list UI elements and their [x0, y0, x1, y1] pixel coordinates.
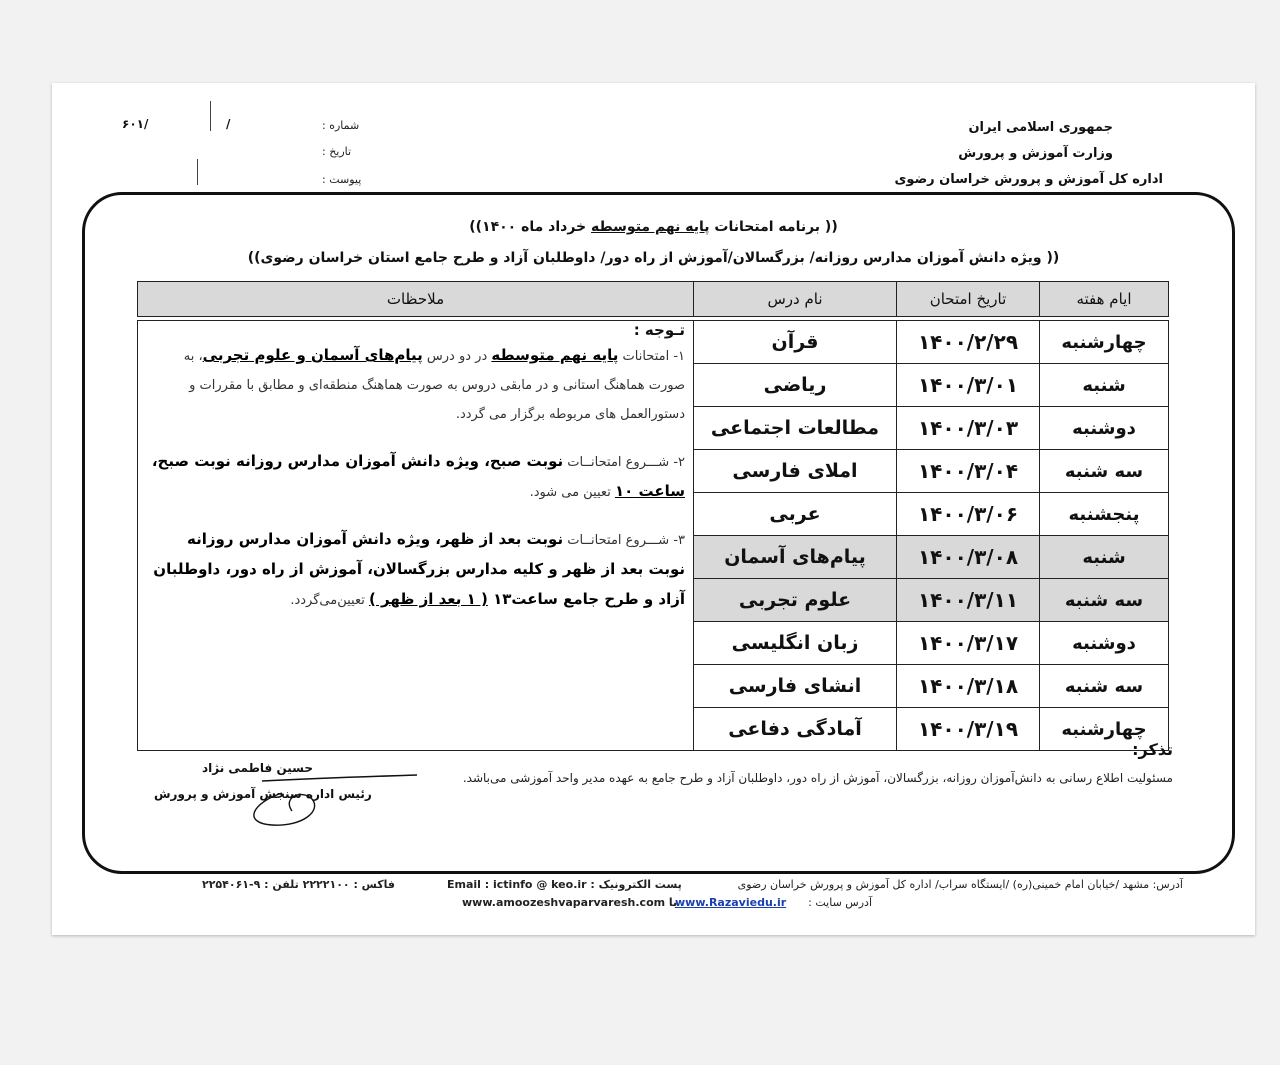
exam-schedule-table	[137, 281, 1169, 751]
weekday-cell: سه شنبه	[1040, 450, 1169, 493]
subject-cell: ریاضی	[694, 364, 897, 407]
divider-line	[210, 101, 211, 131]
reminder-title: تذکر:	[1132, 740, 1173, 759]
number-label: شماره :	[322, 119, 360, 132]
date-cell: ۱۴۰۰/۳/۱۱	[897, 579, 1040, 622]
ministry-name: وزارت آموزش و پرورش	[958, 146, 1113, 161]
note-3: ۳- شـــروع امتحانــات نوبت بعد از ظهر، ویژه دانش آموزان مدارس روزانه نوبت بعد از ظهر و کلیه مدارس بزرگسالان، آموزش از راه دور، داوطلبان آزاد و طرح جامع ساعت۱۳ ( ۱ بعد از ظهر ) تعیین‌می‌گردد.	[153, 530, 685, 608]
notes-cell	[138, 321, 694, 751]
signature-scribble	[152, 763, 422, 833]
header-weekday: ایام هفته	[1040, 282, 1169, 317]
table-header-row	[138, 282, 1169, 317]
weekday-cell: چهارشنبه	[1040, 321, 1169, 364]
date-cell: ۱۴۰۰/۳/۰۳	[897, 407, 1040, 450]
subject-cell: آمادگی دفاعی	[694, 708, 897, 751]
table-row	[138, 321, 1169, 364]
note-2: ۲- شـــروع امتحانــات نوبت صبح، ویژه دانش آموزان مدارس روزانه نوبت صبح، ساعت ۱۰ تعیین می شود.	[151, 452, 685, 500]
subject-cell: پیام‌های آسمان	[694, 536, 897, 579]
date-cell: ۱۴۰۰/۳/۰۴	[897, 450, 1040, 493]
date-cell: ۱۴۰۰/۳/۰۱	[897, 364, 1040, 407]
weekday-cell: پنجشنبه	[1040, 493, 1169, 536]
signer-name: حسین فاطمی نژاد	[202, 761, 314, 775]
date-cell: ۱۴۰۰/۳/۰۶	[897, 493, 1040, 536]
weekday-cell: سه شنبه	[1040, 579, 1169, 622]
letterhead	[894, 115, 1163, 193]
weekday-cell: سه شنبه	[1040, 665, 1169, 708]
weekday-cell: دوشنبه	[1040, 622, 1169, 665]
footer-email: پست الکترونیک : Email : ictinfo @ keo.ir	[447, 878, 682, 891]
subject-cell: زبان انگلیسی	[694, 622, 897, 665]
subject-cell: مطالعات اجتماعی	[694, 407, 897, 450]
date-cell: ۱۴۰۰/۳/۱۷	[897, 622, 1040, 665]
weekday-cell: چهارشنبه	[1040, 708, 1169, 751]
date-cell: ۱۴۰۰/۳/۰۸	[897, 536, 1040, 579]
reminder-text: مسئولیت اطلاع رسانی به دانش‌آموزان روزانه، بزرگسالان، آموزش از راه دور، داوطلبان آزاد و طرح جامع به عهده مدیر واحد آموزشی می‌باشد.	[462, 771, 1173, 785]
subject-cell: قرآن	[694, 321, 897, 364]
notes-heading: تـوجه :	[633, 321, 685, 339]
date-cell: ۱۴۰۰/۳/۱۹	[897, 708, 1040, 751]
footer-phone: فاکس : ۲۲۲۲۱۰۰ تلفن : ۹-۲۲۵۴۰۶۱	[202, 878, 395, 891]
attachment-label: پیوست :	[322, 173, 362, 186]
footer-site-label: آدرس سایت :	[808, 896, 872, 909]
document-page	[52, 83, 1255, 935]
date-cell: ۱۴۰۰/۲/۲۹	[897, 321, 1040, 364]
number-slash: /	[226, 117, 231, 131]
note-1: ۱- امتحانات پایه نهم متوسطه در دو درس پیام‌های آسمان و علوم تجربی، به صورت هماهنگ استانی و در مابقی دروس به صورت هماهنگ منطقه‌ای و مطابق با مقررات و دستورالعمل های مربوطه برگزار می گردد.	[183, 346, 685, 422]
signer-title: رئیس اداره سنجش آموزش و پرورش	[154, 787, 372, 801]
header-subject: نام درس	[694, 282, 897, 317]
document-title: (( برنامه امتحانات پایه نهم متوسطه خرداد ماه ۱۴۰۰))	[469, 219, 838, 235]
country-name: جمهوری اسلامی ایران	[968, 120, 1113, 135]
subject-cell: عربی	[694, 493, 897, 536]
footer-site-secondary: www.amoozeshvaparvaresh.com با	[462, 896, 678, 909]
date-cell: ۱۴۰۰/۳/۱۸	[897, 665, 1040, 708]
header-exam-date: تاریخ امتحان	[897, 282, 1040, 317]
subject-cell: انشای فارسی	[694, 665, 897, 708]
footer-address: آدرس: مشهد /خیابان امام خمینی(ره) /ایستگاه سراب/ اداره کل آموزش و پرورش خراسان رضوی	[737, 878, 1183, 891]
divider-line	[197, 159, 198, 185]
number-value: ۶۰۱/	[122, 117, 149, 131]
weekday-cell: شنبه	[1040, 364, 1169, 407]
office-name: اداره کل آموزش و پرورش خراسان رضوی	[894, 172, 1163, 187]
weekday-cell: دوشنبه	[1040, 407, 1169, 450]
document-subtitle: (( ویژه دانش آموزان مدارس روزانه/ بزرگسالان/آموزش از راه دور/ داوطلبان آزاد و طرح جامع استان خراسان رضوی))	[247, 250, 1060, 266]
footer-site-link[interactable]: www.Razaviedu.ir	[675, 896, 787, 909]
header-notes: ملاحظات	[138, 282, 694, 317]
weekday-cell: شنبه	[1040, 536, 1169, 579]
date-label: تاریخ :	[322, 145, 352, 158]
subject-cell: املای فارسی	[694, 450, 897, 493]
subject-cell: علوم تجربی	[694, 579, 897, 622]
